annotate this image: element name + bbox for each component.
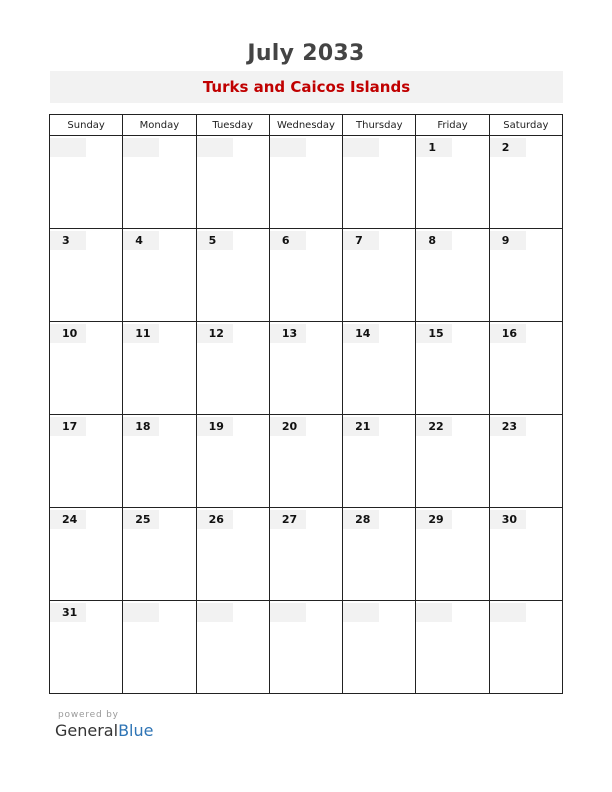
day-number: 30 xyxy=(490,510,526,529)
day-number xyxy=(270,603,306,622)
day-number: 29 xyxy=(416,510,452,529)
day-number xyxy=(50,138,86,157)
calendar-grid xyxy=(49,114,563,694)
day-cell xyxy=(123,229,196,322)
day-number xyxy=(416,603,452,622)
weekday-friday: Friday xyxy=(416,115,489,136)
day-cell xyxy=(123,508,196,601)
day-cell xyxy=(123,415,196,508)
week-row xyxy=(50,415,563,508)
day-cell xyxy=(196,136,269,229)
day-number xyxy=(197,603,233,622)
day-number: 2 xyxy=(490,138,526,157)
day-cell xyxy=(269,136,342,229)
weekday-wednesday: Wednesday xyxy=(269,115,342,136)
day-number: 8 xyxy=(416,231,452,250)
week-row xyxy=(50,601,563,694)
week-row xyxy=(50,508,563,601)
day-cell xyxy=(343,322,416,415)
day-cell xyxy=(269,601,342,694)
brand-blue-text: Blue xyxy=(118,721,154,740)
day-cell xyxy=(269,508,342,601)
day-number xyxy=(270,138,306,157)
day-number xyxy=(343,603,379,622)
day-cell xyxy=(196,322,269,415)
day-number: 31 xyxy=(50,603,86,622)
week-row xyxy=(50,136,563,229)
day-cell xyxy=(269,322,342,415)
day-number xyxy=(490,603,526,622)
day-cell xyxy=(416,601,489,694)
day-cell xyxy=(489,601,562,694)
day-number: 7 xyxy=(343,231,379,250)
day-cell xyxy=(50,136,123,229)
day-number: 4 xyxy=(123,231,159,250)
day-cell xyxy=(416,508,489,601)
day-number: 5 xyxy=(197,231,233,250)
day-cell xyxy=(50,415,123,508)
day-number: 18 xyxy=(123,417,159,436)
day-number: 3 xyxy=(50,231,86,250)
day-cell xyxy=(489,322,562,415)
day-cell xyxy=(343,601,416,694)
powered-by-text: powered by xyxy=(58,710,119,720)
weekday-saturday: Saturday xyxy=(489,115,562,136)
day-number: 28 xyxy=(343,510,379,529)
day-number: 19 xyxy=(197,417,233,436)
day-cell xyxy=(343,229,416,322)
day-number: 11 xyxy=(123,324,159,343)
month-title: July 2033 xyxy=(247,41,365,66)
day-number: 6 xyxy=(270,231,306,250)
country-name: Turks and Caicos Islands xyxy=(202,78,411,96)
day-number: 21 xyxy=(343,417,379,436)
weekday-tuesday: Tuesday xyxy=(196,115,269,136)
day-cell xyxy=(196,508,269,601)
weekday-thursday: Thursday xyxy=(343,115,416,136)
day-cell xyxy=(343,415,416,508)
day-cell xyxy=(416,136,489,229)
day-cell xyxy=(50,601,123,694)
day-cell xyxy=(196,229,269,322)
day-cell xyxy=(489,136,562,229)
day-cell xyxy=(123,322,196,415)
day-cell xyxy=(489,508,562,601)
day-number: 25 xyxy=(123,510,159,529)
day-cell xyxy=(343,136,416,229)
day-number: 26 xyxy=(197,510,233,529)
day-cell xyxy=(416,229,489,322)
day-number xyxy=(123,603,159,622)
day-cell xyxy=(196,415,269,508)
day-number: 1 xyxy=(416,138,452,157)
day-cell xyxy=(50,229,123,322)
week-row xyxy=(50,229,563,322)
generalblue-logo[interactable] xyxy=(55,721,153,741)
day-cell xyxy=(343,508,416,601)
day-cell xyxy=(416,322,489,415)
day-number: 27 xyxy=(270,510,306,529)
day-number: 12 xyxy=(197,324,233,343)
day-number: 10 xyxy=(50,324,86,343)
day-cell xyxy=(269,229,342,322)
day-cell xyxy=(50,508,123,601)
day-number: 13 xyxy=(270,324,306,343)
day-number: 14 xyxy=(343,324,379,343)
weekday-header-row xyxy=(50,115,563,136)
day-number: 22 xyxy=(416,417,452,436)
day-number: 20 xyxy=(270,417,306,436)
day-number xyxy=(197,138,233,157)
day-number: 23 xyxy=(490,417,526,436)
day-number: 15 xyxy=(416,324,452,343)
weekday-monday: Monday xyxy=(123,115,196,136)
day-cell xyxy=(489,415,562,508)
day-cell xyxy=(123,136,196,229)
country-band xyxy=(50,71,563,103)
day-cell xyxy=(489,229,562,322)
weekday-sunday: Sunday xyxy=(50,115,123,136)
day-cell xyxy=(196,601,269,694)
day-number: 16 xyxy=(490,324,526,343)
day-number xyxy=(343,138,379,157)
day-number: 24 xyxy=(50,510,86,529)
day-number xyxy=(123,138,159,157)
day-cell xyxy=(416,415,489,508)
day-cell xyxy=(269,415,342,508)
day-cell xyxy=(50,322,123,415)
day-number: 9 xyxy=(490,231,526,250)
week-row xyxy=(50,322,563,415)
brand-general-text: General xyxy=(55,721,119,740)
day-cell xyxy=(123,601,196,694)
day-number: 17 xyxy=(50,417,86,436)
